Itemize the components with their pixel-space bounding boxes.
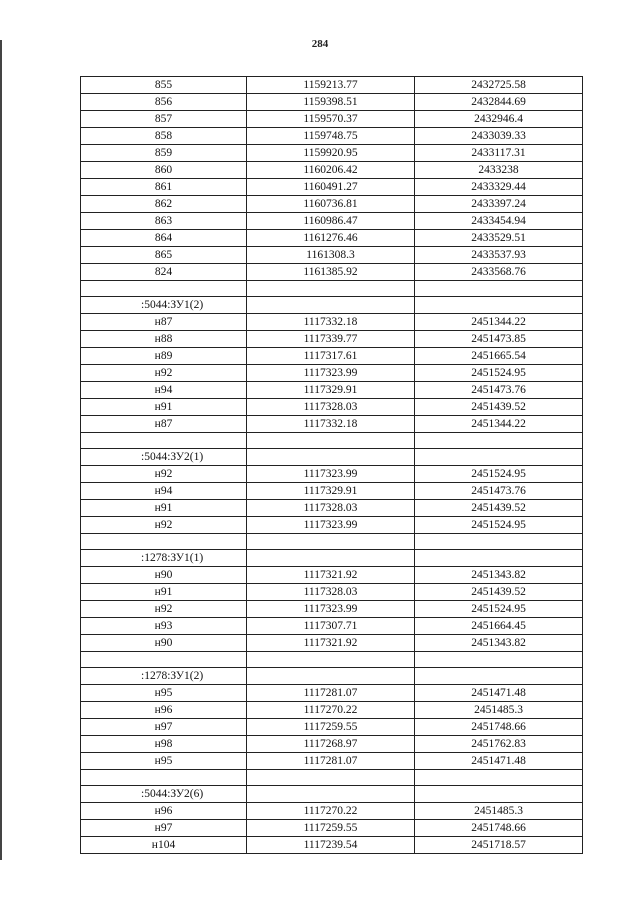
x-coordinate-cell: 1117323.99: [247, 466, 415, 483]
table-row: [81, 264, 583, 281]
parcel-header-row: [81, 668, 583, 685]
y-coordinate-cell: 2451524.95: [415, 365, 583, 382]
table-row: [81, 584, 583, 601]
table-row: [81, 128, 583, 145]
y-coordinate-cell: 2451524.95: [415, 601, 583, 618]
empty-cell: [247, 281, 415, 297]
x-coordinate-cell: 1117329.91: [247, 483, 415, 500]
table-row: [81, 94, 583, 111]
x-coordinate-cell: 1117268.97: [247, 736, 415, 753]
x-coordinate-cell: 1160206.42: [247, 162, 415, 179]
y-coordinate-cell: 2432725.58: [415, 77, 583, 94]
table-row: [81, 635, 583, 652]
point-number-cell: н90: [81, 567, 247, 584]
point-number-cell: н87: [81, 416, 247, 433]
table-row: [81, 719, 583, 736]
table-row: [81, 517, 583, 534]
y-coordinate-cell: 2451471.48: [415, 753, 583, 770]
table-row: [81, 213, 583, 230]
empty-cell: [415, 449, 583, 466]
parcel-label: :5044:ЗУ1(2): [81, 297, 247, 314]
y-coordinate-cell: 2451762.83: [415, 736, 583, 753]
y-coordinate-cell: 2433329.44: [415, 179, 583, 196]
empty-cell: [247, 534, 415, 550]
point-number-cell: 863: [81, 213, 247, 230]
point-number-cell: н104: [81, 837, 247, 854]
empty-cell: [247, 297, 415, 314]
y-coordinate-cell: 2433397.24: [415, 196, 583, 213]
parcel-label: :1278:ЗУ1(1): [81, 550, 247, 567]
x-coordinate-cell: 1117323.99: [247, 365, 415, 382]
parcel-header-row: [81, 297, 583, 314]
point-number-cell: 859: [81, 145, 247, 162]
y-coordinate-cell: 2451439.52: [415, 399, 583, 416]
empty-cell: [81, 534, 247, 550]
empty-cell: [247, 668, 415, 685]
x-coordinate-cell: 1161276.46: [247, 230, 415, 247]
point-number-cell: 855: [81, 77, 247, 94]
x-coordinate-cell: 1160986.47: [247, 213, 415, 230]
point-number-cell: н91: [81, 500, 247, 517]
parcel-header-row: [81, 449, 583, 466]
point-number-cell: н92: [81, 517, 247, 534]
table-row: [81, 382, 583, 399]
point-number-cell: н97: [81, 719, 247, 736]
blank-separator-row: [81, 652, 583, 668]
x-coordinate-cell: 1117281.07: [247, 753, 415, 770]
y-coordinate-cell: 2451524.95: [415, 517, 583, 534]
point-number-cell: н96: [81, 803, 247, 820]
empty-cell: [81, 433, 247, 449]
empty-cell: [81, 652, 247, 668]
x-coordinate-cell: 1117270.22: [247, 702, 415, 719]
point-number-cell: н92: [81, 365, 247, 382]
x-coordinate-cell: 1117307.71: [247, 618, 415, 635]
y-coordinate-cell: 2451748.66: [415, 719, 583, 736]
y-coordinate-cell: 2451439.52: [415, 500, 583, 517]
x-coordinate-cell: 1159213.77: [247, 77, 415, 94]
x-coordinate-cell: 1117332.18: [247, 416, 415, 433]
empty-cell: [81, 770, 247, 786]
x-coordinate-cell: 1117259.55: [247, 719, 415, 736]
y-coordinate-cell: 2433238: [415, 162, 583, 179]
point-number-cell: 857: [81, 111, 247, 128]
parcel-label: :1278:ЗУ1(2): [81, 668, 247, 685]
empty-cell: [415, 550, 583, 567]
point-number-cell: н91: [81, 399, 247, 416]
point-number-cell: н87: [81, 314, 247, 331]
x-coordinate-cell: 1117281.07: [247, 685, 415, 702]
empty-cell: [247, 550, 415, 567]
y-coordinate-cell: 2451473.76: [415, 483, 583, 500]
point-number-cell: н97: [81, 820, 247, 837]
scan-edge-line: [0, 40, 2, 860]
y-coordinate-cell: 2451664.45: [415, 618, 583, 635]
point-number-cell: н98: [81, 736, 247, 753]
empty-cell: [415, 297, 583, 314]
empty-cell: [415, 433, 583, 449]
y-coordinate-cell: 2451344.22: [415, 314, 583, 331]
table-row: [81, 348, 583, 365]
x-coordinate-cell: 1117323.99: [247, 517, 415, 534]
table-row: [81, 803, 583, 820]
empty-cell: [415, 534, 583, 550]
y-coordinate-cell: 2451471.48: [415, 685, 583, 702]
x-coordinate-cell: 1160491.27: [247, 179, 415, 196]
point-number-cell: 856: [81, 94, 247, 111]
empty-cell: [81, 281, 247, 297]
y-coordinate-cell: 2451665.54: [415, 348, 583, 365]
x-coordinate-cell: 1159398.51: [247, 94, 415, 111]
point-number-cell: н92: [81, 466, 247, 483]
point-number-cell: н89: [81, 348, 247, 365]
y-coordinate-cell: 2451473.85: [415, 331, 583, 348]
x-coordinate-cell: 1117328.03: [247, 399, 415, 416]
y-coordinate-cell: 2451718.57: [415, 837, 583, 854]
table-row: [81, 230, 583, 247]
table-row: [81, 196, 583, 213]
empty-cell: [247, 652, 415, 668]
x-coordinate-cell: 1117321.92: [247, 567, 415, 584]
point-number-cell: н90: [81, 635, 247, 652]
table-row: [81, 601, 583, 618]
parcel-label: :5044:ЗУ2(1): [81, 449, 247, 466]
table-row: [81, 331, 583, 348]
x-coordinate-cell: 1117321.92: [247, 635, 415, 652]
table-row: [81, 145, 583, 162]
x-coordinate-cell: 1161308.3: [247, 247, 415, 264]
table-row: [81, 685, 583, 702]
parcel-header-row: [81, 786, 583, 803]
point-number-cell: н96: [81, 702, 247, 719]
table-row: [81, 820, 583, 837]
empty-cell: [247, 449, 415, 466]
x-coordinate-cell: 1117328.03: [247, 500, 415, 517]
x-coordinate-cell: 1117270.22: [247, 803, 415, 820]
table-row: [81, 416, 583, 433]
table-row: [81, 179, 583, 196]
point-number-cell: н88: [81, 331, 247, 348]
x-coordinate-cell: 1159920.95: [247, 145, 415, 162]
table-row: [81, 837, 583, 854]
y-coordinate-cell: 2432844.69: [415, 94, 583, 111]
point-number-cell: 824: [81, 264, 247, 281]
point-number-cell: 860: [81, 162, 247, 179]
x-coordinate-cell: 1117317.61: [247, 348, 415, 365]
point-number-cell: 858: [81, 128, 247, 145]
parcel-label: :5044:ЗУ2(6): [81, 786, 247, 803]
x-coordinate-cell: 1117339.77: [247, 331, 415, 348]
table-row: [81, 567, 583, 584]
table-row: [81, 618, 583, 635]
y-coordinate-cell: 2451343.82: [415, 635, 583, 652]
table-row: [81, 365, 583, 382]
y-coordinate-cell: 2451524.95: [415, 466, 583, 483]
table-row: [81, 314, 583, 331]
coordinates-table: [80, 76, 583, 854]
blank-separator-row: [81, 433, 583, 449]
point-number-cell: н95: [81, 685, 247, 702]
x-coordinate-cell: 1117323.99: [247, 601, 415, 618]
table-row: [81, 162, 583, 179]
x-coordinate-cell: 1117259.55: [247, 820, 415, 837]
table-row: [81, 466, 583, 483]
point-number-cell: 862: [81, 196, 247, 213]
table-row: [81, 702, 583, 719]
empty-cell: [247, 433, 415, 449]
x-coordinate-cell: 1159570.37: [247, 111, 415, 128]
empty-cell: [247, 786, 415, 803]
y-coordinate-cell: 2451485.3: [415, 702, 583, 719]
empty-cell: [415, 652, 583, 668]
point-number-cell: н95: [81, 753, 247, 770]
y-coordinate-cell: 2451343.82: [415, 567, 583, 584]
point-number-cell: н91: [81, 584, 247, 601]
y-coordinate-cell: 2433117.31: [415, 145, 583, 162]
y-coordinate-cell: 2433537.93: [415, 247, 583, 264]
table-row: [81, 753, 583, 770]
x-coordinate-cell: 1160736.81: [247, 196, 415, 213]
empty-cell: [415, 770, 583, 786]
table-row: [81, 399, 583, 416]
y-coordinate-cell: 2451748.66: [415, 820, 583, 837]
page-number: 284: [311, 38, 329, 50]
y-coordinate-cell: 2433529.51: [415, 230, 583, 247]
y-coordinate-cell: 2451485.3: [415, 803, 583, 820]
table-row: [81, 77, 583, 94]
x-coordinate-cell: 1117329.91: [247, 382, 415, 399]
blank-separator-row: [81, 534, 583, 550]
x-coordinate-cell: 1117239.54: [247, 837, 415, 854]
y-coordinate-cell: 2433568.76: [415, 264, 583, 281]
point-number-cell: н94: [81, 483, 247, 500]
y-coordinate-cell: 2451473.76: [415, 382, 583, 399]
empty-cell: [247, 770, 415, 786]
point-number-cell: н92: [81, 601, 247, 618]
point-number-cell: н93: [81, 618, 247, 635]
empty-cell: [415, 786, 583, 803]
table-row: [81, 247, 583, 264]
x-coordinate-cell: 1161385.92: [247, 264, 415, 281]
blank-separator-row: [81, 281, 583, 297]
empty-cell: [415, 668, 583, 685]
y-coordinate-cell: 2451439.52: [415, 584, 583, 601]
y-coordinate-cell: 2432946.4: [415, 111, 583, 128]
table-row: [81, 111, 583, 128]
table-row: [81, 483, 583, 500]
table-row: [81, 736, 583, 753]
empty-cell: [415, 281, 583, 297]
parcel-header-row: [81, 550, 583, 567]
x-coordinate-cell: 1117328.03: [247, 584, 415, 601]
x-coordinate-cell: 1159748.75: [247, 128, 415, 145]
blank-separator-row: [81, 770, 583, 786]
point-number-cell: 864: [81, 230, 247, 247]
x-coordinate-cell: 1117332.18: [247, 314, 415, 331]
y-coordinate-cell: 2451344.22: [415, 416, 583, 433]
y-coordinate-cell: 2433454.94: [415, 213, 583, 230]
point-number-cell: н94: [81, 382, 247, 399]
y-coordinate-cell: 2433039.33: [415, 128, 583, 145]
point-number-cell: 861: [81, 179, 247, 196]
point-number-cell: 865: [81, 247, 247, 264]
table-row: [81, 500, 583, 517]
